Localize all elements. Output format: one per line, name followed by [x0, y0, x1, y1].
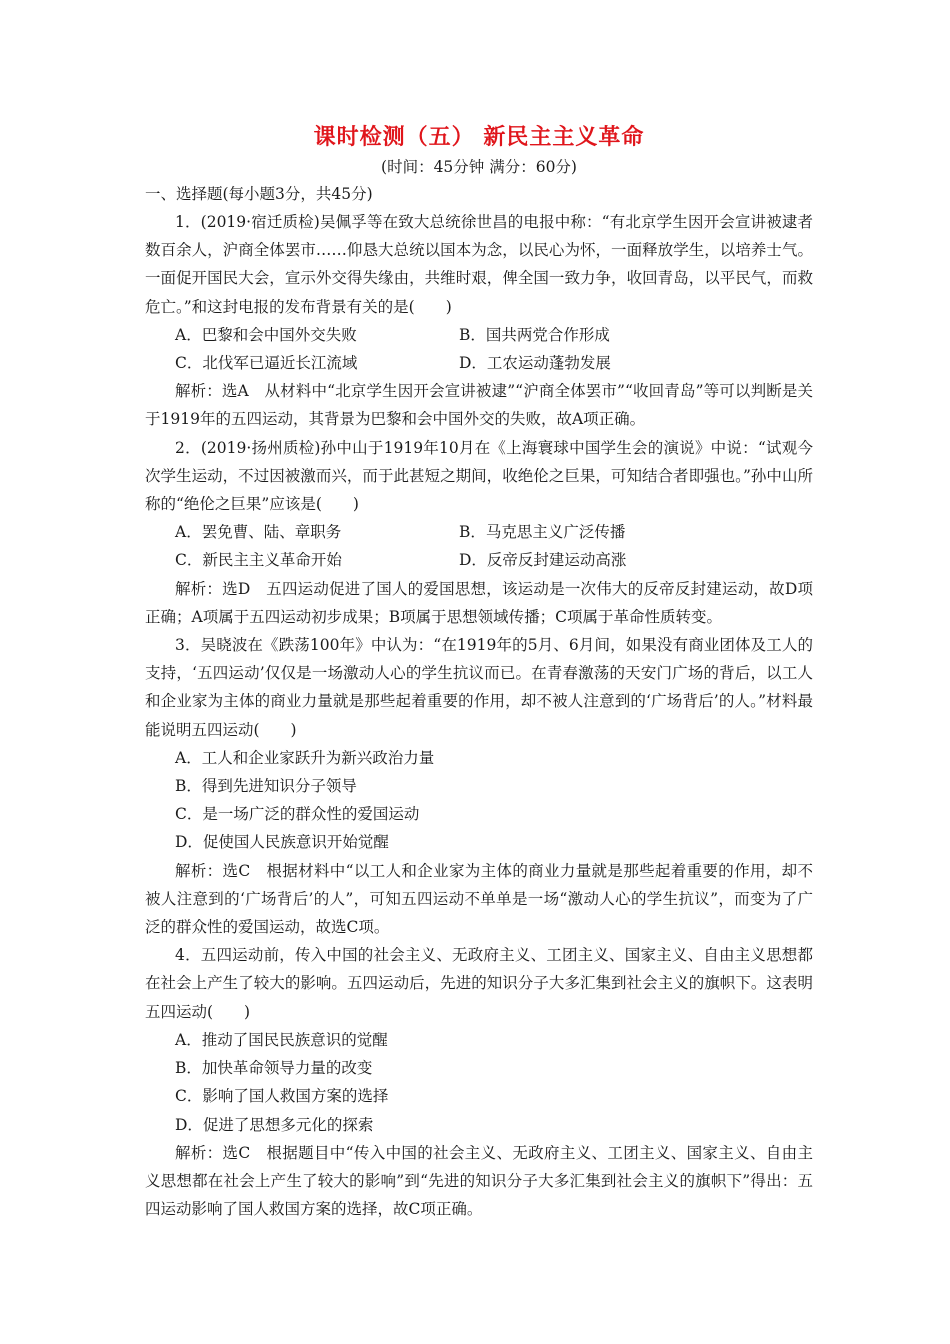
option: D．工农运动蓬勃发展	[459, 354, 611, 373]
option-list	[145, 321, 813, 377]
time-score-info: (时间：45分钟 满分：60分)	[381, 158, 577, 176]
document-content	[145, 120, 813, 1223]
question-stem: 2．(2019·扬州质检)孙中山于1919年10月在《上海寰球中国学生会的演说》中说：“试观今次学生运动，不过因被激而兴，而于此甚短之期间，收绝伦之巨果，可知结合者即强也。”孙中山所称的“绝伦之巨果”应该是( )	[145, 438, 813, 514]
option: A．巴黎和会中国外交失败	[175, 325, 357, 344]
answer-analysis: 解析：选C 根据题目中“传入中国的社会主义、无政府主义、工团主义、国家主义、自由主义思想都在社会上产生了较大的影响”到“先进的知识分子大多汇集到社会主义的旗帜下”得出：五四运动影响了国人救国方案的选择，故C项正确。	[145, 1143, 813, 1219]
question-stem: 3．吴晓波在《跌荡100年》中认为：“在1919年的5月、6月间，如果没有商业团体及工人的支持，‘五四运动’仅仅是一场激动人心的学生抗议而已。在青春激荡的天安门广场的背后，以工人和企业家为主体的商业力量就是那些起着重要的作用，却不被人注意到的‘广场背后’的人。”材料最能说明五四运动( )	[145, 636, 813, 739]
option: C．新民主主义革命开始	[175, 551, 342, 570]
option: B．马克思主义广泛传播	[459, 523, 626, 542]
option: B．得到先进知识分子领导	[175, 777, 357, 796]
option-list	[145, 518, 813, 574]
option: B．加快革命领导力量的改变	[175, 1059, 373, 1078]
answer-analysis: 解析：选A 从材料中“北京学生因开会宣讲被逮”“沪商全体罢市”“收回青岛”等可以判断是关于1919年的五四运动，其背景为巴黎和会中国外交的失败，故A项正确。	[145, 382, 813, 429]
page-title: 课时检测（五） 新民主主义革命	[313, 124, 645, 150]
question-stem: 1．(2019·宿迁质检)吴佩孚等在致大总统徐世昌的电报中称：“有北京学生因开会宣讲被逮者数百余人，沪商全体罢市……仰恳大总统以国本为念，以民心为怀，一面释放学生，以培养士气。一面促开国民大会，宣示外交得失缘由，共维时艰，俾全国一致力争，收回青岛，以平民气，而救危亡。”和这封电报的发布背景有关的是( )	[145, 213, 813, 316]
option: D．促进了思想多元化的探索	[175, 1115, 374, 1134]
option: C．北伐军已逼近长江流域	[175, 354, 358, 373]
option: C．影响了国人救国方案的选择	[175, 1087, 389, 1106]
option: C．是一场广泛的群众性的爱国运动	[175, 805, 420, 824]
answer-analysis: 解析：选D 五四运动促进了国人的爱国思想，该运动是一次伟大的反帝反封建运动，故D项正确；A项属于五四运动初步成果；B项属于思想领域传播；C项属于革命性质转变。	[145, 579, 813, 626]
question-stem: 4．五四运动前，传入中国的社会主义、无政府主义、工团主义、国家主义、自由主义思想都在社会上产生了较大的影响。五四运动后，先进的知识分子大多汇集到社会主义的旗帜下。这表明五四运动( )	[145, 946, 813, 1021]
option: D．反帝反封建运动高涨	[459, 551, 627, 570]
option: B．国共两党合作形成	[459, 325, 610, 344]
option: A．推动了国民民族意识的觉醒	[175, 1030, 388, 1049]
answer-analysis: 解析：选C 根据材料中“以工人和企业家为主体的商业力量就是那些起着重要的作用，却不被人注意到的‘广场背后’的人”，可知五四运动不单单是一场“激动人心的学生抗议”，而变为了广泛的群众性的爱国运动，故选C项。	[145, 861, 813, 937]
option: A．工人和企业家跃升为新兴政治力量	[175, 748, 435, 767]
section-heading: 一、选择题(每小题3分，共45分)	[145, 185, 373, 203]
option: A．罢免曹、陆、章职务	[175, 523, 342, 542]
option: D．促使国人民族意识开始觉醒	[175, 833, 389, 852]
